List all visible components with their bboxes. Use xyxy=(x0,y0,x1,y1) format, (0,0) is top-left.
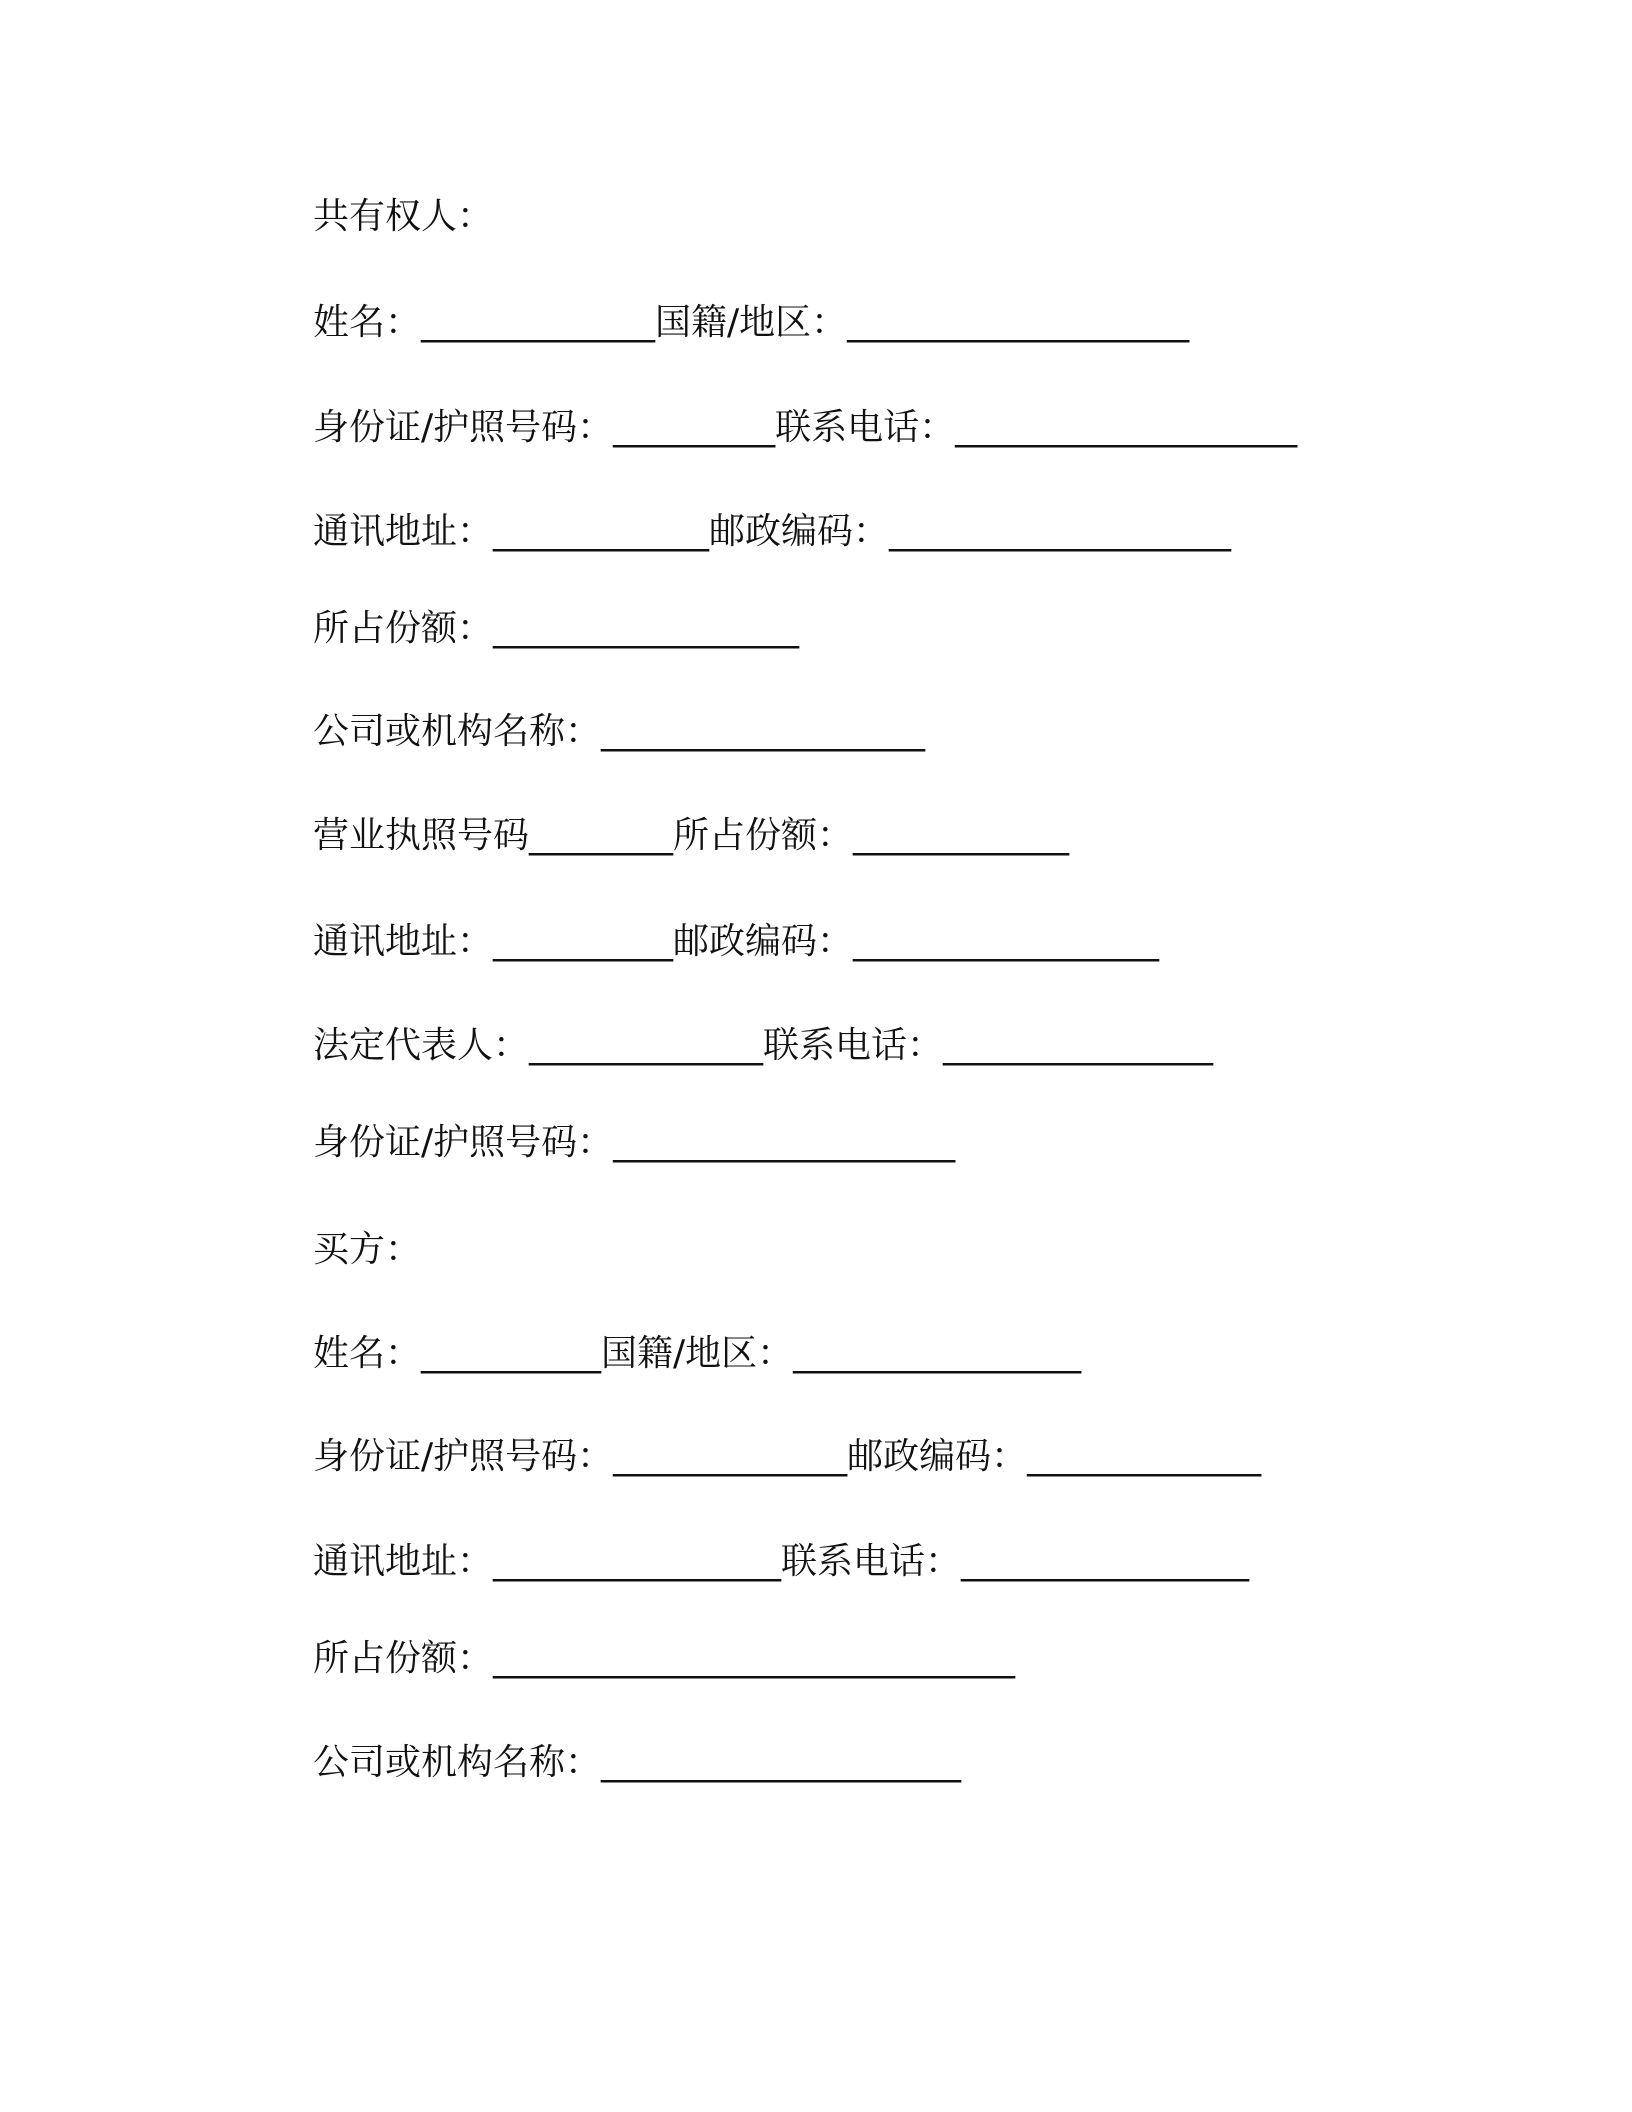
buyer-heading: 买方： xyxy=(313,1229,422,1270)
buyer-name-nationality-line: 姓名：__________国籍/地区：________________ xyxy=(313,1333,1082,1374)
co-owner-license-share-line: 营业执照号码________所占份额：____________ xyxy=(313,815,1070,856)
buyer-share-line: 所占份额：_____________________________ xyxy=(313,1638,1016,1679)
buyer-id-postcode-line: 身份证/护照号码：_____________邮政编码：_____________ xyxy=(313,1436,1262,1477)
co-owner-heading: 共有权人： xyxy=(313,196,494,237)
co-owner-legal-rep-id-line: 身份证/护照号码：___________________ xyxy=(313,1122,956,1163)
co-owner-name-nationality-line: 姓名：_____________国籍/地区：___________________ xyxy=(313,302,1190,343)
buyer-address-phone-line: 通讯地址：________________联系电话：________________ xyxy=(313,1541,1250,1582)
co-owner-company-address-postcode-line: 通讯地址：__________邮政编码：_________________ xyxy=(313,921,1160,962)
co-owner-share-line: 所占份额：_________________ xyxy=(313,608,800,649)
co-owner-address-postcode-line: 通讯地址：____________邮政编码：___________________ xyxy=(313,511,1232,552)
co-owner-company-name-line: 公司或机构名称：__________________ xyxy=(313,711,926,752)
buyer-company-name-line: 公司或机构名称：____________________ xyxy=(313,1742,962,1783)
co-owner-id-phone-line: 身份证/护照号码：_________联系电话：___________________ xyxy=(313,407,1298,448)
co-owner-legal-rep-phone-line: 法定代表人：_____________联系电话：_______________ xyxy=(313,1025,1214,1066)
